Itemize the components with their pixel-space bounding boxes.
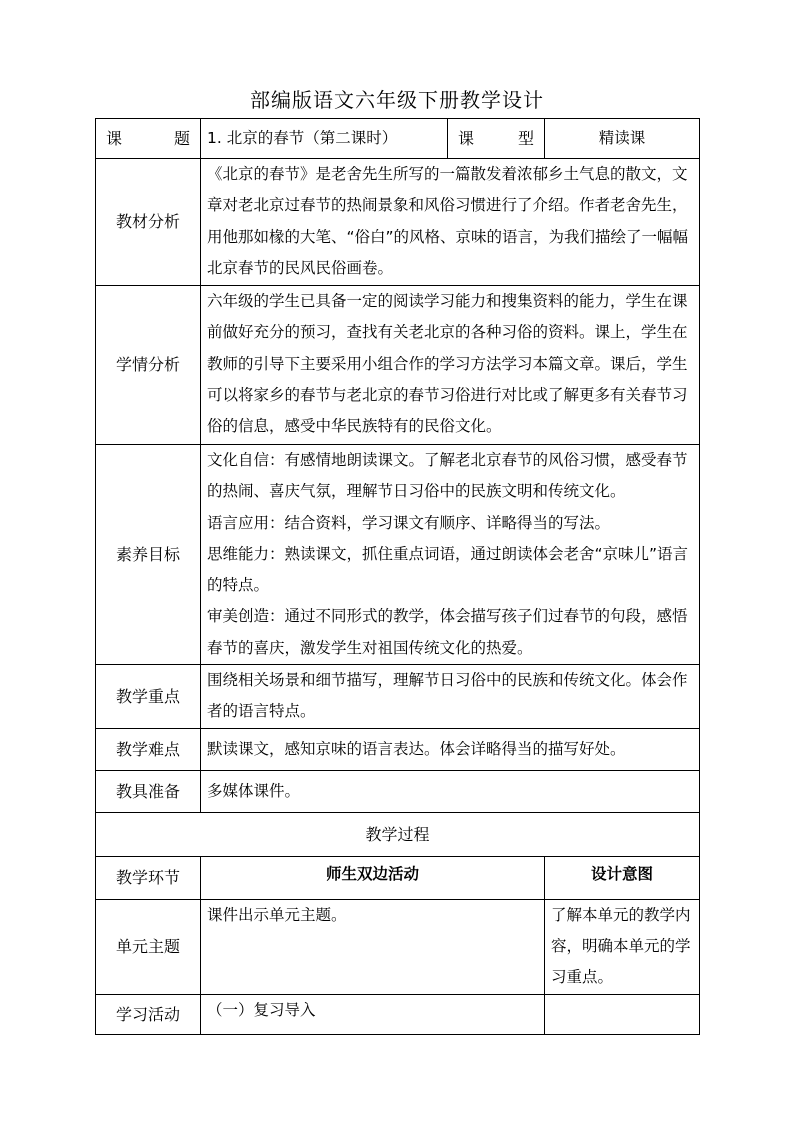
key-points-label: 教学重点: [96, 665, 201, 729]
textbook-analysis-text: 《北京的春节》是老舍先生所写的一篇散发着浓郁乡土气息的散文，文章对老北京过春节的热闹景象和风俗习惯进行了介绍。作者老舍先生，用他那如椽的大笔、“俗白”的风格、京味的语言，为我们描绘了一幅幅北京春节的民风民俗画卷。: [201, 159, 700, 286]
course-label-b: 题: [173, 128, 190, 148]
goal-item: 语言应用：结合资料，学习课文有顺序、详略得当的写法。: [207, 513, 611, 532]
difficulties-text: 默读课文，感知京味的语言表达。体会详略得当的描写好处。: [201, 728, 700, 770]
process-header: 教学过程: [96, 812, 700, 856]
student-analysis-label: 学情分析: [96, 286, 201, 445]
type-label-b: 型: [517, 128, 534, 148]
literacy-goals-label: 素养目标: [96, 445, 201, 665]
document-title: 部编版语文六年级下册教学设计: [250, 88, 544, 112]
column-stage: 教学环节: [96, 856, 201, 899]
type-label-a: 课: [458, 128, 475, 148]
textbook-analysis-row: [96, 159, 700, 286]
intent-cell: [545, 994, 700, 1034]
activity-cell: 课件出示单元主题。: [201, 899, 545, 994]
goal-item: 文化自信：有感情地朗读课文。了解老北京春节的风俗习惯，感受春节的热闹、喜庆气氛，理解节日习俗中的民族文明和传统文化。: [207, 451, 688, 501]
student-analysis-row: [96, 286, 700, 445]
student-analysis-text: 六年级的学生已具备一定的阅读学习能力和搜集资料的能力，学生在课前做好充分的预习，查找有关老北京的各种习俗的资料。课上，学生在教师的引导下主要采用小组合作的学习方法学习本篇文章。课后，学生可以将家乡的春节与老北京的春节习俗进行对比或了解更多有关春节习俗的信息，感受中华民族特有的民俗文化。: [201, 286, 700, 445]
lesson-plan-table: [95, 118, 700, 1035]
intent-cell: 了解本单元的教学内容，明确本单元的学习重点。: [545, 899, 700, 994]
column-intent: 设计意图: [545, 856, 700, 899]
table-row: [96, 899, 700, 994]
process-columns-row: [96, 856, 700, 899]
key-points-row: [96, 665, 700, 729]
goal-item: 思维能力：熟读课文，抓住重点词语，通过朗读体会老舍“京味儿”语言的特点。: [207, 544, 689, 595]
materials-row: [96, 770, 700, 812]
difficulties-label: 教学难点: [96, 728, 201, 770]
literacy-goals-row: [96, 445, 700, 665]
type-value: 精读课: [545, 119, 700, 159]
course-label-a: 课: [106, 128, 123, 148]
goal-item: 审美创造：通过不同形式的教学，体会描写孩子们过春节的句段，感悟春节的喜庆，激发学生对祖国传统文化的热爱。: [207, 607, 688, 657]
course-row: [96, 119, 700, 159]
textbook-analysis-label: 教材分析: [96, 159, 201, 286]
literacy-goals-list: [201, 445, 700, 665]
course-label-cell: [96, 119, 201, 159]
stage-cell: 学习活动: [96, 994, 201, 1034]
type-label-cell: [448, 119, 545, 159]
materials-text: 多媒体课件。: [201, 770, 700, 812]
column-activity: 师生双边活动: [201, 856, 545, 899]
course-title: 1. 北京的春节（第二课时）: [201, 119, 448, 159]
key-points-text: 围绕相关场景和细节描写，理解节日习俗中的民族和传统文化。体会作者的语言特点。: [201, 665, 700, 729]
materials-label: 教具准备: [96, 770, 201, 812]
stage-cell: 单元主题: [96, 899, 201, 994]
difficulties-row: [96, 728, 700, 770]
table-row: [96, 994, 700, 1034]
process-header-row: [96, 812, 700, 856]
activity-cell: （一）复习导入: [201, 994, 545, 1034]
